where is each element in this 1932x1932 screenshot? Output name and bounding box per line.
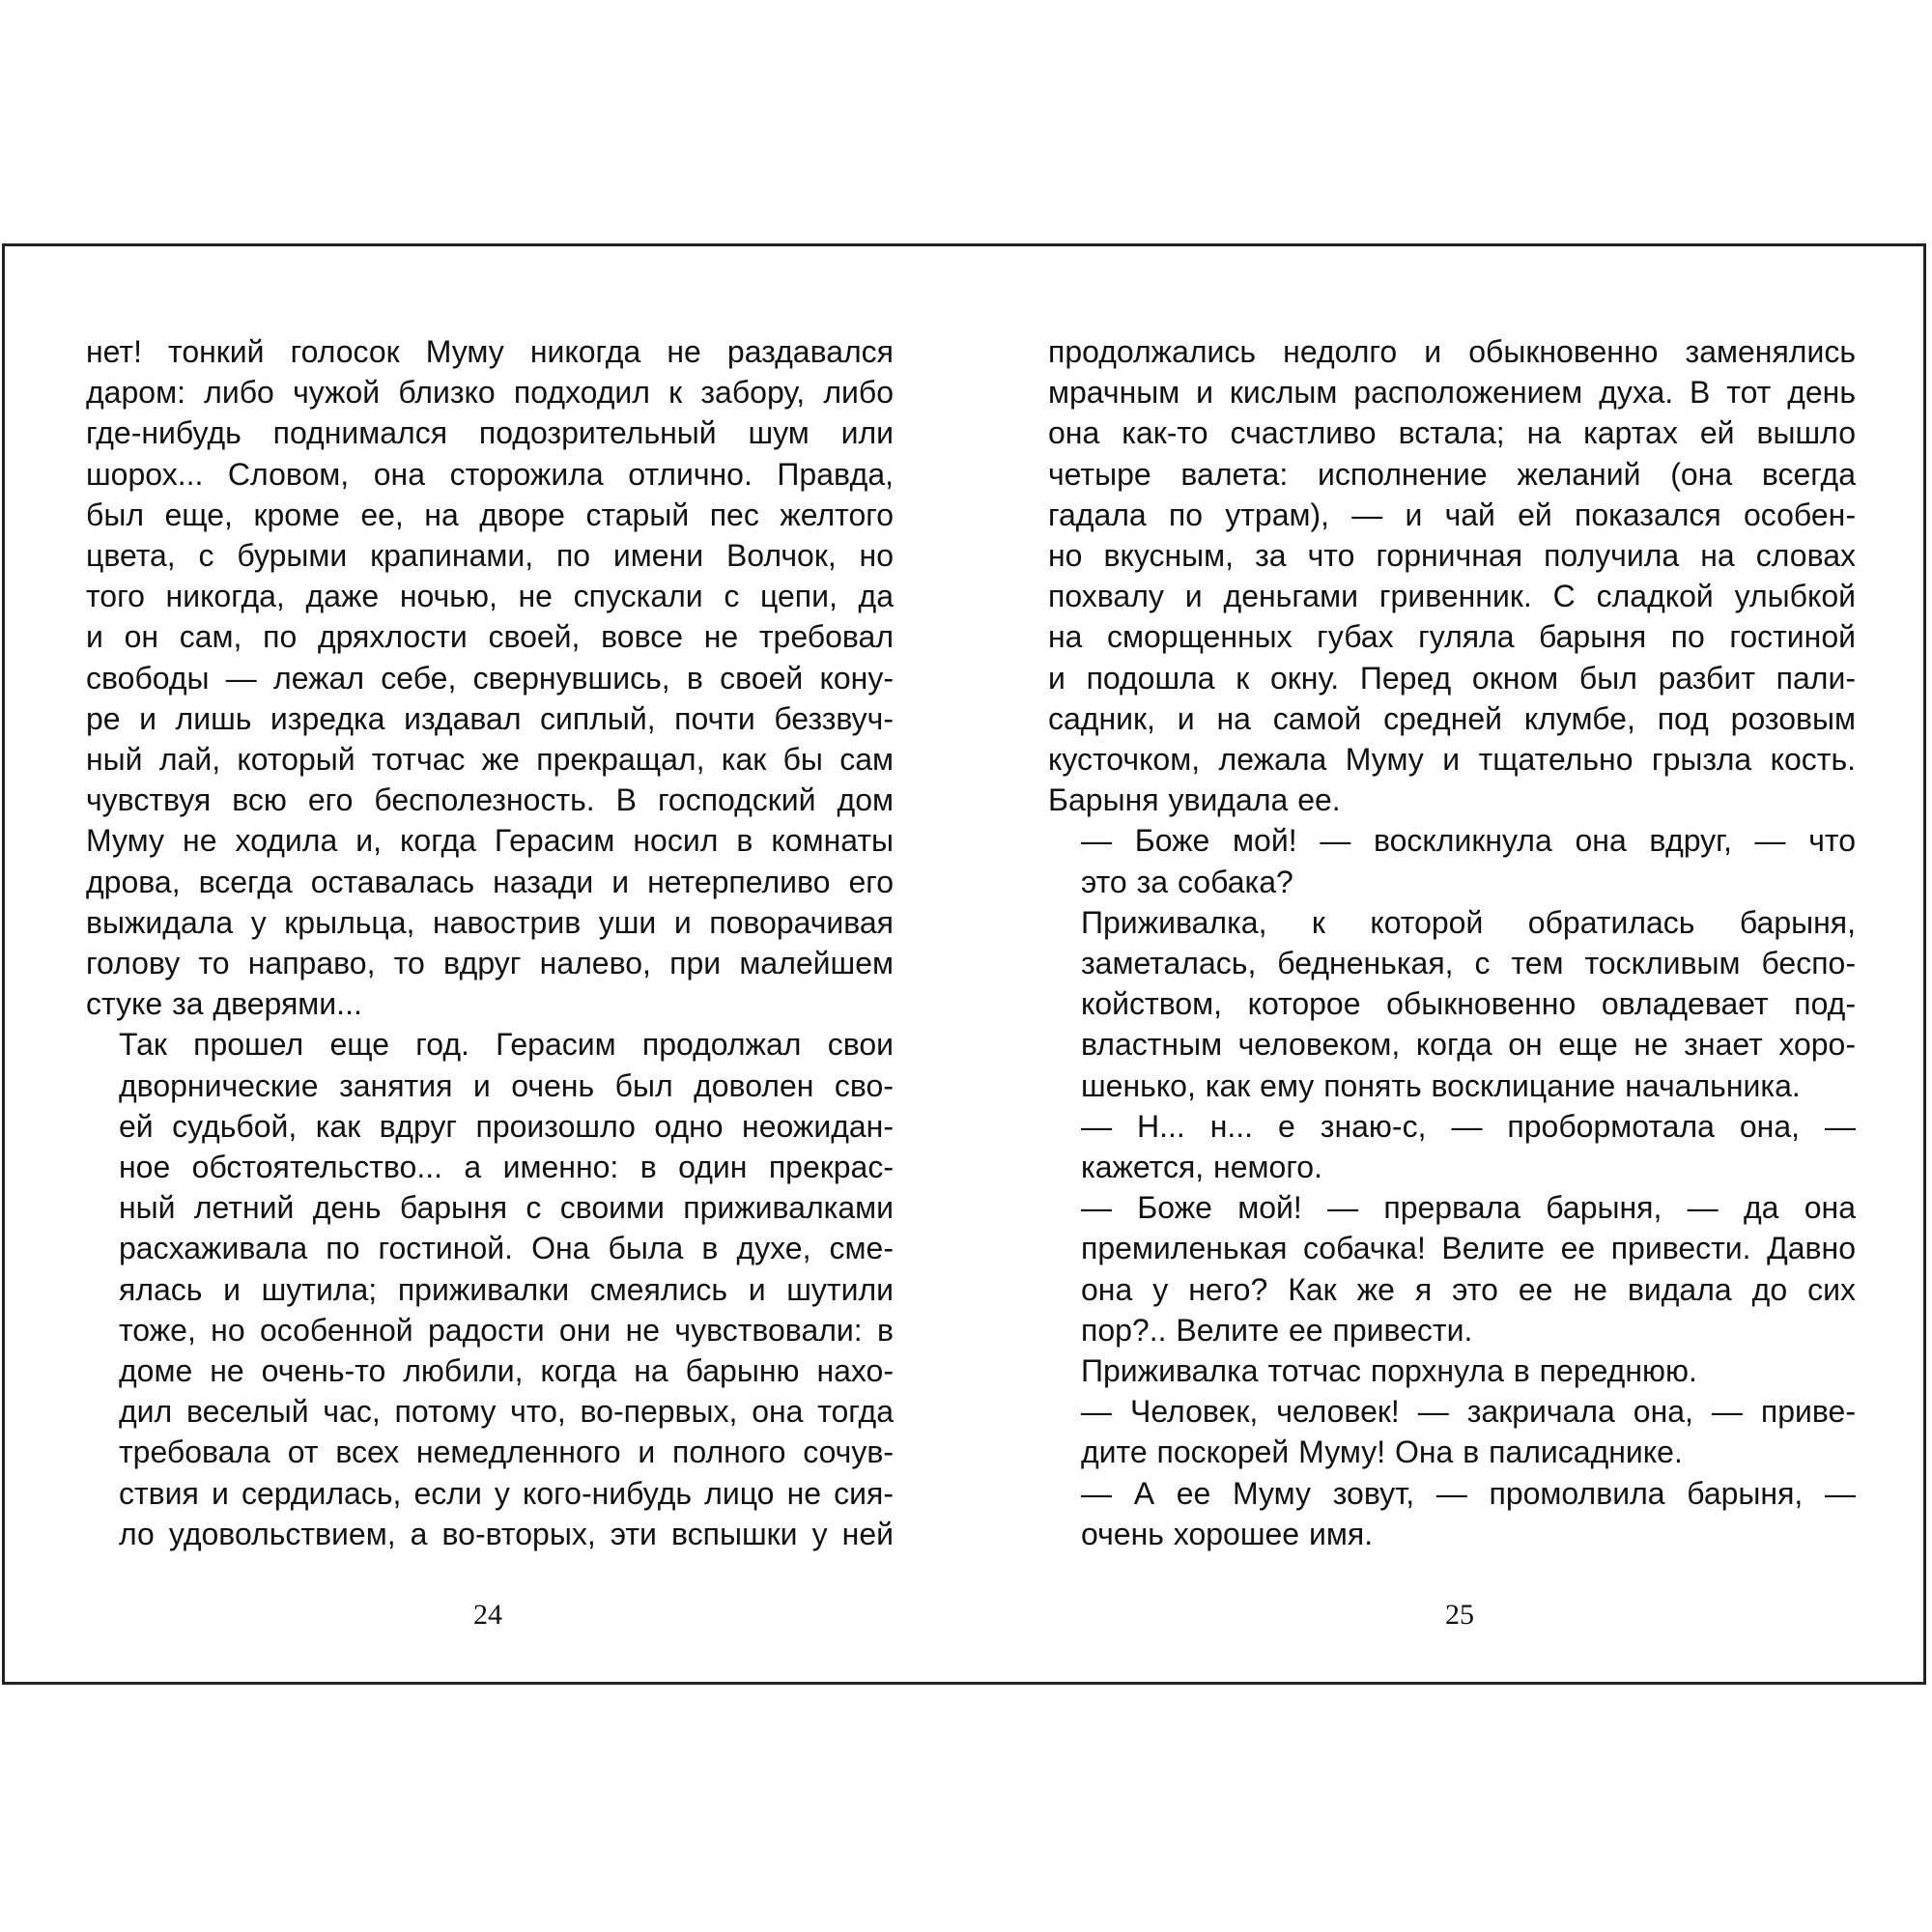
text-line: ный лай, который тотчас же прекращал, как бы сам <box>86 742 894 778</box>
page-number-left: 24 <box>473 1599 502 1631</box>
text-line: продолжались недолго и обыкновенно заменялись <box>1048 334 1856 369</box>
text-line: Приживалка тотчас порхнула в переднюю. <box>1081 1353 1697 1389</box>
text-line: Приживалка, к которой обратилась барыня, <box>1081 904 1856 940</box>
text-line: стуке за дверями... <box>86 986 362 1022</box>
text-line: и подошла к окну. Перед окном был разбит пали- <box>1048 660 1856 696</box>
text-line: похвалу и деньгами гривенник. С сладкой улыбкой <box>1048 579 1856 614</box>
text-line: кажется, немого. <box>1081 1150 1322 1185</box>
text-line: это за собака? <box>1081 864 1293 899</box>
left-page <box>86 331 894 1554</box>
text-line: даром: либо чужой близко подходил к забору, либо <box>86 375 894 411</box>
text-line: шенько, как ему понять восклицание начальника. <box>1081 1067 1801 1103</box>
text-line: Так прошел еще год. Герасим продолжал свои <box>119 1027 894 1063</box>
book-spread <box>2 243 1926 1685</box>
paragraph <box>86 331 894 1024</box>
text-line: пор?.. Велите ее привести. <box>1081 1312 1473 1348</box>
text-line: — Боже мой! — прервала барыня, — да она <box>1081 1190 1856 1226</box>
text-line: нет! тонкий голосок Муму никогда не раздавался <box>86 334 894 369</box>
text-line: дрова, всегда оставалась назади и нетерпеливо его <box>86 864 894 899</box>
text-line: Муму не ходила и, когда Герасим носил в комнаты <box>86 823 894 859</box>
text-line: но вкусным, за что горничная получила на словах <box>1048 538 1856 574</box>
text-line: тоже, но особенной радости они не чувствовали: в <box>119 1312 894 1348</box>
text-line: очень хорошее имя. <box>1081 1516 1374 1551</box>
text-line: койством, которое обыкновенно овладевает под- <box>1081 986 1856 1022</box>
text-line: Барыня увидала ее. <box>1048 782 1341 818</box>
text-line: шорох... Словом, она сторожила отлично. Правда, <box>86 456 894 492</box>
text-line: ре и лишь изредка издавал сиплый, почти беззвуч- <box>86 700 894 736</box>
text-line: — Боже мой! — воскликнула она вдруг, — что <box>1081 823 1856 859</box>
paragraph <box>1048 1473 1856 1554</box>
text-line: ей судьбой, как вдруг произошло одно неожидан- <box>119 1108 894 1144</box>
text-line: гадала по утрам), — и чай ей показался особен- <box>1048 497 1856 532</box>
text-line: — Человек, человек! — закричала она, — приве- <box>1081 1394 1856 1430</box>
paragraph <box>86 1024 894 1554</box>
text-line: четыре валета: исполнение желаний (она всегда <box>1048 456 1856 492</box>
right-page <box>1048 331 1856 1554</box>
text-line: где-нибудь поднимался подозрительный шум или <box>86 415 894 451</box>
paragraph <box>1048 1106 1856 1187</box>
text-line: того никогда, даже ночью, не спускали с цепи, да <box>86 579 894 614</box>
paragraph <box>1048 820 1856 901</box>
text-line: выжидала у крыльца, навострив уши и поворачивая <box>86 904 894 940</box>
text-line: властным человеком, когда он еще не знает хоро- <box>1081 1027 1856 1063</box>
text-line: свободы — лежал себе, свернувшись, в своей кону- <box>86 660 894 696</box>
text-line: ное обстоятельство... а именно: в один прекрас- <box>119 1150 894 1185</box>
text-line: — Н... н... е знаю-с, — пробормотала она, — <box>1081 1108 1856 1144</box>
text-line: мрачным и кислым расположением духа. В тот день <box>1048 375 1856 411</box>
text-line: ствия и сердилась, если у кого-нибудь лицо не сия- <box>119 1475 894 1511</box>
paragraph <box>1048 1187 1856 1350</box>
text-line: она как-то счастливо встала; на картах ей вышло <box>1048 415 1856 451</box>
paragraph <box>1048 331 1856 820</box>
text-line: — А ее Муму зовут, — промолвила барыня, — <box>1081 1475 1856 1511</box>
text-line: ялась и шутила; приживалки смеялись и шутили <box>119 1271 894 1307</box>
text-line: на сморщенных губах гуляла барыня по гостиной <box>1048 619 1856 655</box>
text-line: расхаживала по гостиной. Она была в духе, сме- <box>119 1231 894 1266</box>
text-line: чувствуя всю его бесполезность. В господский дом <box>86 782 894 818</box>
paragraph <box>1048 902 1856 1106</box>
text-line: заметалась, бедненькая, с тем тоскливым беспо- <box>1081 946 1856 981</box>
text-line: дил веселый час, потому что, во-первых, она тогда <box>119 1394 894 1430</box>
paragraph <box>1048 1391 1856 1472</box>
text-line: садник, и на самой средней клумбе, под розовым <box>1048 700 1856 736</box>
text-line: требовала от всех немедленного и полного сочув- <box>119 1435 894 1470</box>
text-line: доме не очень-то любили, когда на барыню нахо- <box>119 1353 894 1389</box>
text-line: премиленькая собачка! Велите ее привести. Давно <box>1081 1231 1856 1266</box>
text-line: был еще, кроме ее, на дворе старый пес желтого <box>86 497 894 532</box>
page-number-right: 25 <box>1445 1599 1474 1631</box>
text-line: дите поскорей Муму! Она в палисаднике. <box>1081 1435 1683 1470</box>
text-line: кусточком, лежала Муму и тщательно грызла кость. <box>1048 742 1856 778</box>
text-line: ный летний день барыня с своими приживалками <box>119 1190 894 1226</box>
text-line: цвета, с бурыми крапинами, по имени Волчок, но <box>86 538 894 574</box>
text-line: голову то направо, то вдруг налево, при малейшем <box>86 946 894 981</box>
text-line: и он сам, по дряхлости своей, вовсе не требовал <box>86 619 894 655</box>
text-line: ло удовольствием, а во-вторых, эти вспышки у ней <box>119 1516 894 1551</box>
paragraph <box>1048 1350 1856 1391</box>
text-line: дворнические занятия и очень был доволен сво- <box>119 1067 894 1103</box>
text-line: она у него? Как же я это ее не видала до сих <box>1081 1271 1856 1307</box>
